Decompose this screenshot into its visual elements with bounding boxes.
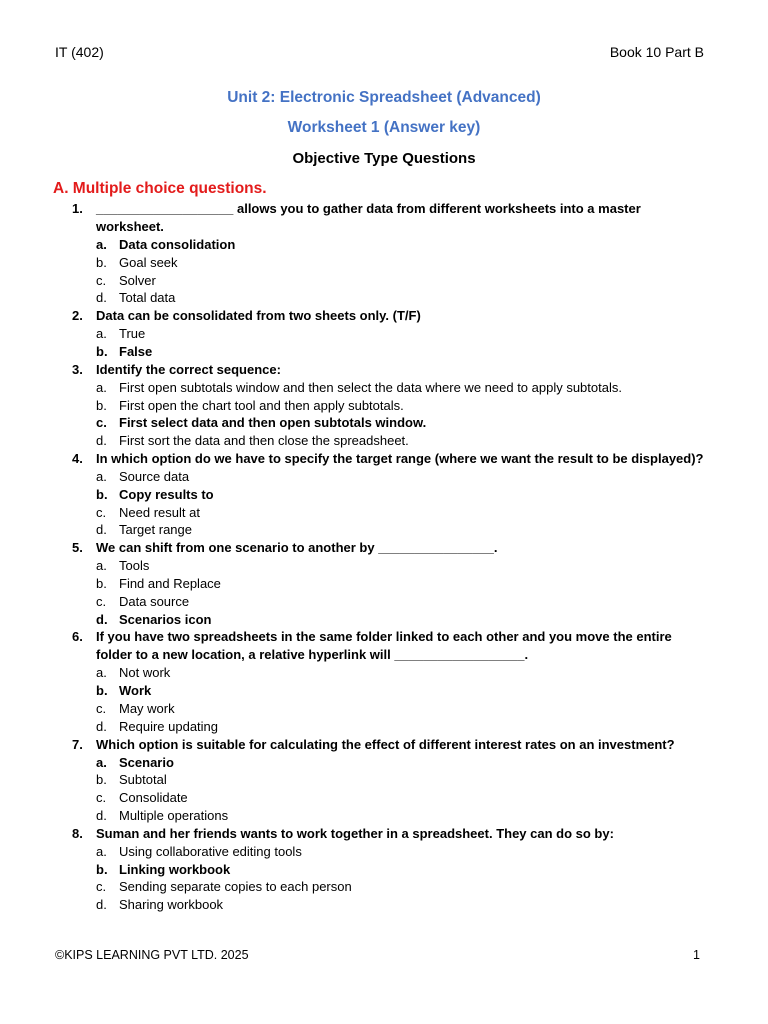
question-item bbox=[0, 200, 768, 307]
option-item bbox=[0, 397, 768, 415]
question-text: In which option do we have to specify the target range (where we want the result to be displayed)? bbox=[96, 450, 704, 466]
question-item bbox=[0, 307, 768, 361]
option-item bbox=[0, 521, 768, 539]
question-text: Data can be consolidated from two sheets only. (T/F) bbox=[96, 308, 421, 324]
worksheet-title: Worksheet 1 (Answer key) bbox=[287, 119, 481, 136]
question-item bbox=[0, 736, 768, 825]
question-number: 1. bbox=[72, 201, 83, 216]
question-text: If you have two spreadsheets in the same folder linked to each other and you move the entire folder to a new location, a relative hyperlink will __________________. bbox=[96, 629, 672, 663]
option-text: First open subtotals window and then select the data where we need to apply subtotals. bbox=[119, 379, 622, 395]
question-number: 5. bbox=[72, 540, 83, 556]
option-letter: b. bbox=[96, 772, 107, 788]
question-text: We can shift from one scenario to another by ________________. bbox=[96, 540, 498, 556]
option-text: Total data bbox=[119, 290, 176, 306]
option-item bbox=[0, 272, 768, 290]
option-text: Target range bbox=[119, 522, 192, 538]
option-letter: a. bbox=[96, 379, 107, 395]
option-text: Tools bbox=[119, 558, 150, 574]
option-letter: a. bbox=[96, 754, 107, 770]
option-list bbox=[0, 557, 768, 628]
question-text: ___________________ allows you to gather data from different worksheets into a master worksheet. bbox=[96, 201, 641, 234]
option-letter: a. bbox=[96, 665, 107, 681]
option-item bbox=[0, 504, 768, 522]
option-list bbox=[0, 379, 768, 450]
option-letter: d. bbox=[96, 433, 107, 449]
option-text: Subtotal bbox=[119, 772, 167, 788]
option-letter: a. bbox=[96, 237, 107, 252]
option-letter: c. bbox=[96, 790, 107, 806]
correct-option bbox=[0, 754, 768, 772]
question-text: Suman and her friends wants to work together in a spreadsheet. They can do so by: bbox=[96, 825, 614, 841]
option-text: Find and Replace bbox=[119, 575, 221, 591]
option-item bbox=[0, 557, 768, 575]
option-item bbox=[0, 718, 768, 736]
option-item bbox=[0, 878, 768, 896]
footer-copyright: ©KIPS LEARNING PVT LTD. 2025 bbox=[55, 948, 249, 962]
option-letter: d. bbox=[96, 897, 107, 913]
option-text: Scenario bbox=[119, 754, 174, 770]
correct-option bbox=[0, 343, 768, 361]
option-letter: b. bbox=[96, 254, 107, 270]
option-letter: c. bbox=[96, 700, 107, 716]
option-item bbox=[0, 896, 768, 914]
option-list bbox=[0, 664, 768, 735]
question-item bbox=[0, 539, 768, 628]
question-list bbox=[0, 200, 768, 914]
correct-option bbox=[0, 414, 768, 432]
correct-option bbox=[0, 861, 768, 879]
question-number: 6. bbox=[72, 629, 83, 645]
question-item bbox=[0, 450, 768, 539]
option-text: Consolidate bbox=[119, 790, 188, 806]
option-item bbox=[0, 807, 768, 825]
option-letter: b. bbox=[96, 397, 107, 413]
option-text: Work bbox=[119, 683, 152, 699]
option-text: False bbox=[119, 343, 153, 359]
option-letter: c. bbox=[96, 504, 107, 520]
option-letter: c. bbox=[96, 272, 107, 288]
header-book-label: Book 10 Part B bbox=[609, 44, 704, 60]
option-text: First sort the data and then close the spreadsheet. bbox=[119, 433, 409, 449]
option-text: Copy results to bbox=[119, 486, 214, 502]
option-letter: d. bbox=[96, 290, 107, 306]
option-item bbox=[0, 289, 768, 307]
option-list bbox=[0, 468, 768, 539]
question-number: 7. bbox=[72, 736, 83, 752]
option-text: Using collaborative editing tools bbox=[119, 843, 302, 859]
objective-heading: Objective Type Questions bbox=[292, 150, 476, 167]
correct-option bbox=[0, 486, 768, 504]
option-text: Not work bbox=[119, 665, 171, 681]
option-list bbox=[0, 754, 768, 825]
option-text: First select data and then open subtotals window. bbox=[119, 415, 427, 431]
correct-option bbox=[0, 236, 768, 254]
option-letter: b. bbox=[96, 861, 108, 877]
page-number: 1 bbox=[693, 948, 700, 962]
option-text: Multiple operations bbox=[119, 807, 229, 823]
option-item bbox=[0, 700, 768, 718]
option-text: First open the chart tool and then apply subtotals. bbox=[119, 397, 404, 413]
option-letter: b. bbox=[96, 486, 108, 502]
option-letter: a. bbox=[96, 558, 107, 574]
correct-option bbox=[0, 611, 768, 629]
option-item bbox=[0, 664, 768, 682]
option-item bbox=[0, 325, 768, 343]
question-text: Which option is suitable for calculating the effect of different interest rates on an investment? bbox=[96, 736, 675, 752]
option-text: Goal seek bbox=[119, 254, 178, 270]
option-letter: c. bbox=[96, 415, 107, 431]
option-item bbox=[0, 771, 768, 789]
question-item bbox=[0, 628, 768, 735]
option-letter: d. bbox=[96, 807, 107, 823]
option-item bbox=[0, 379, 768, 397]
question-item bbox=[0, 825, 768, 914]
option-item bbox=[0, 593, 768, 611]
unit-title: Unit 2: Electronic Spreadsheet (Advanced) bbox=[227, 89, 541, 106]
option-text: May work bbox=[119, 700, 175, 716]
option-item bbox=[0, 254, 768, 272]
option-item bbox=[0, 575, 768, 593]
option-text: True bbox=[119, 326, 146, 342]
question-number: 8. bbox=[72, 825, 83, 841]
option-text: Linking workbook bbox=[119, 861, 231, 877]
option-letter: c. bbox=[96, 879, 107, 895]
option-item bbox=[0, 432, 768, 450]
question-number: 3. bbox=[72, 361, 83, 377]
option-letter: a. bbox=[96, 468, 107, 484]
option-item bbox=[0, 468, 768, 486]
option-item bbox=[0, 843, 768, 861]
option-list bbox=[0, 236, 768, 307]
correct-option bbox=[0, 682, 768, 700]
option-letter: b. bbox=[96, 683, 108, 699]
option-item bbox=[0, 789, 768, 807]
option-letter: c. bbox=[96, 593, 107, 609]
option-text: Scenarios icon bbox=[119, 611, 212, 627]
option-list bbox=[0, 843, 768, 914]
header-subject-code: IT (402) bbox=[55, 44, 104, 60]
option-letter: b. bbox=[96, 575, 107, 591]
option-text: Require updating bbox=[119, 718, 219, 734]
option-text: Data source bbox=[119, 593, 190, 609]
question-text: Identify the correct sequence: bbox=[96, 361, 281, 377]
option-list bbox=[0, 325, 768, 361]
option-letter: d. bbox=[96, 522, 107, 538]
option-text: Sharing workbook bbox=[119, 897, 224, 913]
option-letter: a. bbox=[96, 326, 107, 342]
section-heading: A. Multiple choice questions. bbox=[53, 180, 267, 197]
question-item bbox=[0, 361, 768, 450]
option-letter: a. bbox=[96, 843, 107, 859]
option-text: Sending separate copies to each person bbox=[119, 879, 352, 895]
option-letter: b. bbox=[96, 343, 108, 359]
question-number: 2. bbox=[72, 308, 83, 324]
option-text: Source data bbox=[119, 468, 190, 484]
option-text: Solver bbox=[119, 272, 156, 288]
question-number: 4. bbox=[72, 450, 83, 466]
option-text: Need result at bbox=[119, 504, 200, 520]
option-text: Data consolidation bbox=[119, 237, 236, 252]
option-letter: d. bbox=[96, 718, 107, 734]
option-letter: d. bbox=[96, 611, 108, 627]
